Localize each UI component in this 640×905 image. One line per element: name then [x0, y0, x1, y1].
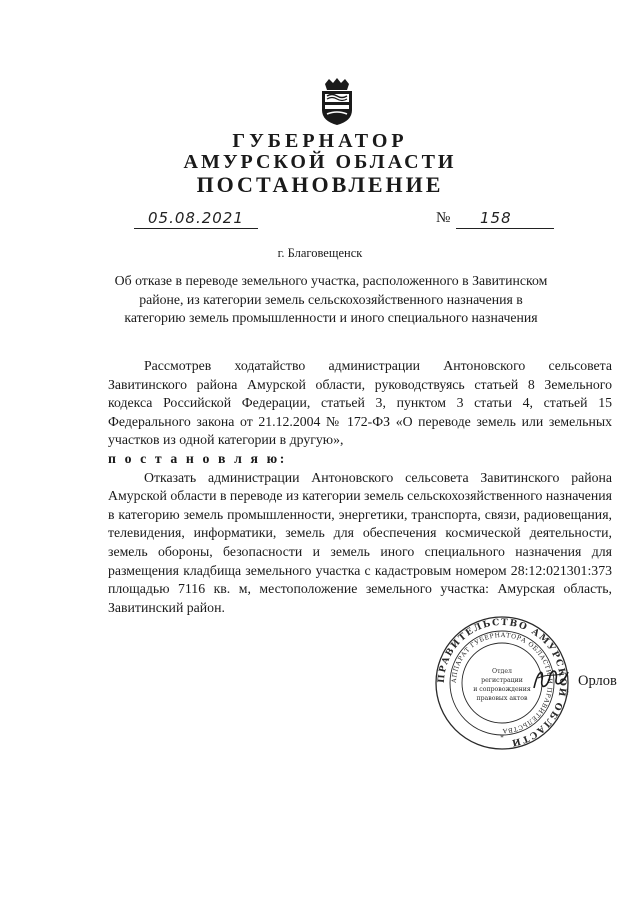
stamp-inner-text: АППАРАТ ГУБЕРНАТОРА ОБЛАСТИ И ПРАВИТЕЛЬСТВА [450, 631, 554, 735]
number-field [456, 206, 554, 229]
handwritten-signature [528, 664, 574, 694]
number-value: 158 [480, 209, 512, 227]
signer-name: Орлов [578, 673, 617, 689]
decision-paragraph: Отказать администрации Антоновского сельсовета Завитинского района Амурской области в переводе из категории земель сельскохозяйственного назначения в категорию земель промышленности, энергетики, транспорта, связи, радиовещания, телевидения, информатики, земель для обеспечения космической деятельности, земель обороны, безопасности и земель иного специального назначения для размещения кладбища земельного участка с кадастровым номером 28:12:021301:373 площадью 7116 кв. м, местоположение земельного участка: Амурская область, Завитинский район. [108, 469, 612, 615]
stamp-center-line-4: правовых актов [476, 695, 528, 702]
number-sign: № [436, 210, 451, 226]
city-line: г. Благовещенск [277, 246, 363, 260]
date-field [134, 206, 258, 229]
date-value: 05.08.2021 [148, 209, 244, 227]
stamp-outer-text: ПРАВИТЕЛЬСТВО АМУРСКОЙ ОБЛАСТИ [436, 617, 568, 748]
header-region: АМУРСКОЙ ОБЛАСТИ [183, 151, 457, 173]
stamp-center-line-3: и сопровождения [473, 686, 531, 693]
document-body [108, 357, 612, 617]
document-type: ПОСТАНОВЛЕНИЕ [196, 172, 444, 197]
preamble-paragraph: Рассмотрев ходатайство администрации Антоновского сельсовета Завитинского района Амурской области, руководствуясь статьей 8 Земельного кодекса Российской Федерации, статьей 3, пунктом 3 статьи 4, статьей 15 Федерального закона от 21.12.2004 № 172-ФЗ «О переводе земель или земельных участков из одной категории в другую», [108, 358, 612, 448]
header-title: ГУБЕРНАТОР [232, 130, 408, 152]
svg-text:*: * [500, 734, 504, 742]
subject-heading: Об отказе в переводе земельного участка, расположенного в Завитинском районе, из категории земель сельскохозяйственного назначения в категорию земель промышленности и иного специального назначения [114, 273, 548, 325]
coat-of-arms-emblem [317, 78, 357, 126]
stamp-center-line-2: регистрации [481, 677, 523, 684]
stamp-center-line-1: Отдел [492, 668, 512, 675]
decree-word: п о с т а н о в л я ю: [108, 450, 287, 466]
